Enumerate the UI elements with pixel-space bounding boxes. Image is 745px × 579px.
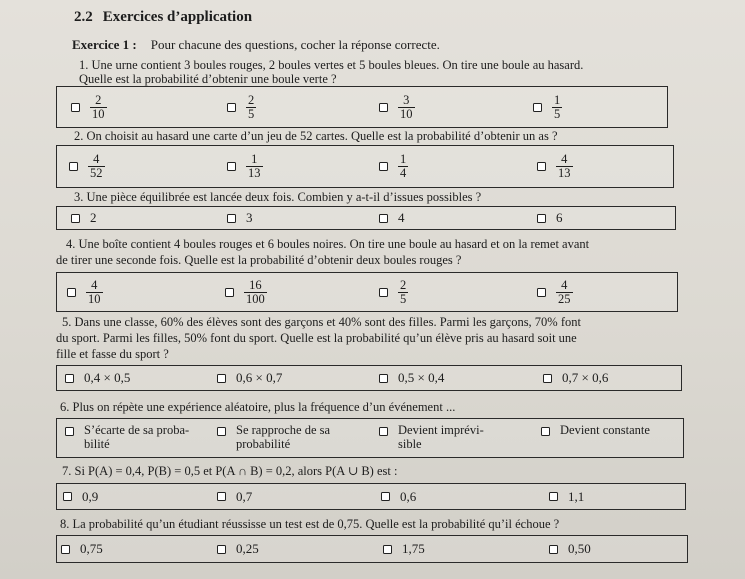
question-1-text-line2: Quelle est la probabilité d’obtenir une boule verte ? — [79, 72, 337, 86]
checkbox[interactable] — [533, 103, 542, 112]
question-8-option-a[interactable] — [61, 536, 103, 562]
option-label — [560, 423, 650, 437]
question-5-text-line2: du sport. Parmi les filles, 50% font du sport. Quelle est la probabilité qu’un élève pris au hasard soit une — [56, 331, 577, 345]
option-label: 0,25 — [236, 541, 259, 556]
option-label-line2: probabilité — [236, 437, 291, 451]
question-2-answers — [56, 145, 674, 188]
checkbox[interactable] — [541, 427, 550, 436]
question-6-option-c[interactable] — [379, 419, 529, 457]
checkbox[interactable] — [217, 545, 226, 554]
checkbox[interactable] — [379, 427, 388, 436]
question-6-text: 6. Plus on répète une expérience aléatoire, plus la fréquence d’un événement ... — [60, 400, 456, 414]
question-4-answers — [56, 272, 678, 312]
option-label: 0,5 × 0,4 — [398, 370, 445, 385]
fraction — [90, 94, 107, 121]
option-label: 0,50 — [568, 541, 591, 556]
checkbox[interactable] — [217, 374, 226, 383]
question-3-option-a[interactable] — [71, 207, 97, 229]
question-6-option-b[interactable] — [217, 419, 367, 457]
option-label: 3 — [246, 210, 253, 225]
option-label — [398, 423, 484, 451]
question-8-option-d[interactable] — [549, 536, 591, 562]
question-7-option-c[interactable] — [381, 484, 416, 509]
denominator: 13 — [248, 166, 261, 180]
option-label-line2: sible — [398, 437, 422, 451]
denominator: 10 — [400, 106, 413, 121]
numerator: 3 — [403, 92, 410, 107]
question-3-option-b[interactable] — [227, 207, 253, 229]
denominator: 25 — [558, 291, 571, 306]
option-label: 0,6 × 0,7 — [236, 370, 283, 385]
checkbox[interactable] — [383, 545, 392, 554]
question-5-option-a[interactable] — [65, 366, 130, 390]
question-7-option-d[interactable] — [549, 484, 584, 509]
denominator: 5 — [400, 291, 407, 306]
question-1-text-line1: 1. Une urne contient 3 boules rouges, 2 boules vertes et 5 boules bleues. On tire une boule au hasard. — [79, 58, 584, 72]
option-label: 6 — [556, 210, 563, 225]
section-number: 2.2 — [74, 9, 93, 25]
checkbox[interactable] — [217, 427, 226, 436]
question-8-option-c[interactable] — [383, 536, 425, 562]
checkbox[interactable] — [379, 288, 388, 297]
option-label: 1,75 — [402, 541, 425, 556]
denominator: 13 — [558, 166, 571, 180]
checkbox[interactable] — [543, 374, 552, 383]
section-title: Exercices d’application — [102, 9, 253, 25]
question-3-text: 3. Une pièce équilibrée est lancée deux fois. Combien y a-t-il d’issues possibles ? — [74, 190, 482, 204]
fraction — [398, 153, 408, 180]
option-label: 4 — [398, 210, 405, 225]
question-7-answers — [56, 483, 686, 510]
checkbox[interactable] — [63, 492, 72, 501]
option-label-line1: S’écarte de sa proba- — [84, 423, 190, 437]
option-label: 0,4 × 0,5 — [84, 370, 131, 385]
checkbox[interactable] — [549, 545, 558, 554]
exercise-label: Exercice 1 : — [72, 37, 137, 52]
checkbox[interactable] — [537, 214, 546, 223]
question-8-text: 8. La probabilité qu’un étudiant réussisse un test est de 0,75. Quelle est la probabilité qu’il échoue ? — [60, 517, 560, 531]
section-heading — [74, 9, 252, 26]
question-3-option-d[interactable] — [537, 207, 563, 229]
denominator: 5 — [248, 106, 255, 121]
denominator: 4 — [400, 166, 407, 180]
option-label-line1: Devient constante — [560, 423, 650, 437]
question-4-option-b[interactable] — [225, 273, 267, 311]
option-label: 2 — [90, 210, 97, 225]
fraction — [398, 94, 415, 121]
question-5-option-b[interactable] — [217, 366, 282, 390]
question-1-answers — [56, 86, 668, 128]
denominator: 10 — [88, 291, 101, 306]
question-4-text-line1: 4. Une boîte contient 4 boules rouges et 6 boules noires. On tire une boule au hasard et on la remet avant — [66, 237, 590, 251]
question-4-option-d[interactable] — [537, 273, 573, 311]
checkbox[interactable] — [61, 545, 70, 554]
question-4-text-line2: de tirer une seconde fois. Quelle est la probabilité d’obtenir deux boules rouges ? — [56, 253, 462, 267]
checkbox[interactable] — [227, 162, 236, 171]
question-3-answers — [56, 206, 676, 230]
question-1-option-a[interactable] — [71, 87, 107, 127]
numerator: 16 — [249, 277, 262, 292]
fraction — [552, 94, 562, 121]
fraction — [556, 153, 573, 180]
denominator: 52 — [90, 166, 103, 180]
fraction — [556, 279, 573, 306]
question-7-option-b[interactable] — [217, 484, 252, 509]
question-6-option-d[interactable] — [541, 419, 681, 457]
option-label-line2: bilité — [84, 437, 110, 451]
exercise-instruction: Pour chacune des questions, cocher la réponse correcte. — [150, 37, 440, 52]
fraction — [246, 94, 256, 121]
numerator: 1 — [554, 92, 561, 107]
checkbox[interactable] — [71, 103, 80, 112]
question-8-option-b[interactable] — [217, 536, 259, 562]
question-5-option-c[interactable] — [379, 366, 444, 390]
exercise-heading — [72, 37, 440, 53]
question-5-option-d[interactable] — [543, 366, 608, 390]
checkbox[interactable] — [227, 214, 236, 223]
option-label-line1: Se rapproche de sa — [236, 423, 331, 437]
option-label: 0,7 — [236, 488, 253, 504]
question-1-option-d[interactable] — [533, 87, 562, 127]
option-label: 0,75 — [80, 541, 103, 556]
fraction — [244, 279, 267, 306]
checkbox[interactable] — [379, 374, 388, 383]
question-5-answers — [56, 365, 682, 391]
question-3-option-c[interactable] — [379, 207, 405, 229]
question-2-text: 2. On choisit au hasard une carte d’un jeu de 52 cartes. Quelle est la probabilité d’obtenir un as ? — [74, 129, 558, 143]
numerator: 2 — [248, 92, 255, 107]
checkbox[interactable] — [379, 103, 388, 112]
checkbox[interactable] — [379, 162, 388, 171]
option-label — [236, 423, 330, 451]
denominator: 100 — [246, 291, 265, 306]
option-label — [84, 423, 189, 451]
checkbox[interactable] — [71, 214, 80, 223]
fraction — [246, 153, 263, 180]
option-label-line1: Devient imprévi- — [398, 423, 484, 437]
question-5-text-line3: fille et fasse du sport ? — [56, 347, 169, 361]
numerator: 1 — [251, 152, 258, 166]
checkbox[interactable] — [65, 374, 74, 383]
option-label: 0,6 — [400, 488, 417, 504]
fraction — [86, 279, 103, 306]
numerator: 4 — [93, 152, 100, 166]
checkbox[interactable] — [227, 103, 236, 112]
question-8-answers — [56, 535, 688, 563]
numerator: 4 — [561, 277, 568, 292]
question-2-option-b[interactable] — [227, 146, 263, 187]
question-2-option-c[interactable] — [379, 146, 408, 187]
question-4-option-c[interactable] — [379, 273, 408, 311]
question-1-option-b[interactable] — [227, 87, 256, 127]
fraction — [398, 279, 408, 306]
question-7-text: 7. Si P(A) = 0,4, P(B) = 0,5 et P(A ∩ B) = 0,2, alors P(A ∪ B) est : — [62, 464, 398, 478]
checkbox[interactable] — [217, 492, 226, 501]
fraction — [88, 153, 105, 180]
question-6-answers — [56, 418, 684, 458]
numerator: 4 — [91, 277, 98, 292]
question-4-option-a[interactable] — [67, 273, 103, 311]
denominator: 5 — [554, 106, 561, 121]
checkbox[interactable] — [381, 492, 390, 501]
numerator: 1 — [400, 152, 407, 166]
option-label: 1,1 — [568, 488, 585, 504]
question-2-option-d[interactable] — [537, 146, 573, 187]
checkbox[interactable] — [549, 492, 558, 501]
question-7-option-a[interactable] — [63, 484, 98, 509]
numerator: 2 — [400, 277, 407, 292]
checkbox[interactable] — [537, 288, 546, 297]
question-6-option-a[interactable] — [65, 419, 210, 457]
numerator: 2 — [95, 92, 102, 107]
option-label: 0,9 — [82, 488, 99, 504]
checkbox[interactable] — [67, 288, 76, 297]
question-1-option-c[interactable] — [379, 87, 415, 127]
checkbox[interactable] — [69, 162, 78, 171]
question-2-option-a[interactable] — [69, 146, 105, 187]
checkbox[interactable] — [225, 288, 234, 297]
checkbox[interactable] — [537, 162, 546, 171]
numerator: 4 — [561, 152, 568, 166]
checkbox[interactable] — [65, 427, 74, 436]
checkbox[interactable] — [379, 214, 388, 223]
option-label: 0,7 × 0,6 — [562, 370, 609, 385]
question-5-text-line1: 5. Dans une classe, 60% des élèves sont des garçons et 40% sont des filles. Parmi les garçons, 70% font — [62, 315, 581, 329]
denominator: 10 — [92, 106, 105, 121]
